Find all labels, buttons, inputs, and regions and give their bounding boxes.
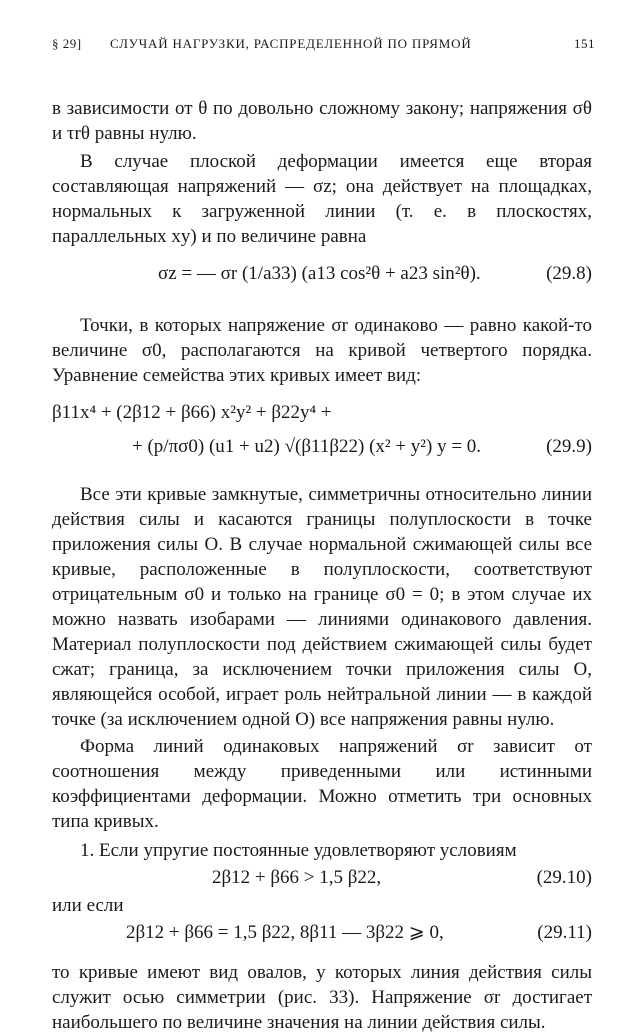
equation-29-11-number: (29.11) xyxy=(537,922,592,943)
equation-29-9-line-2 xyxy=(52,430,592,470)
paragraph-2: В случае плоской деформации имеется еще вторая составляющая напряжений — σz; она действует на площадках, нормальных к загруженной линии (т. е. в плоскостях, параллельных xy) и по величине равна xyxy=(52,151,592,247)
running-title: СЛУЧАЙ НАГРУЗКИ, РАСПРЕДЕЛЕННОЙ ПО ПРЯМОЙ xyxy=(110,36,472,51)
paragraph-3: Точки, в которых напряжение σr одинаково — равно какой-то величине σ0, располагаются на кривой четвертого порядка. Уравнение семейства этих кривых имеет вид: xyxy=(52,315,592,386)
paragraph-7: или если xyxy=(52,895,124,916)
equation-29-10-number: (29.10) xyxy=(536,867,592,888)
equation-29-8-body: σz = — σr (1/a33) (a13 cos²θ + a23 sin²θ). xyxy=(158,263,481,284)
paragraph-6: 1. Если упругие постоянные удовлетворяют условиям xyxy=(80,840,517,861)
equation-29-11-body: 2β12 + β66 = 1,5 β22, 8β11 — 3β22 ⩾ 0, xyxy=(126,922,444,943)
equation-29-9-number: (29.9) xyxy=(546,436,592,457)
section-number: § 29] xyxy=(52,36,82,51)
page-body xyxy=(52,96,592,1035)
equation-29-9-line-1 xyxy=(52,394,592,430)
equation-29-10 xyxy=(52,863,592,893)
equation-29-9-first-line: β11x⁴ + (2β12 + β66) x²y² + β22y⁴ + xyxy=(52,402,332,423)
page-number: 151 xyxy=(574,36,595,51)
equation-29-10-body: 2β12 + β66 > 1,5 β22, xyxy=(212,867,382,888)
equation-29-11 xyxy=(52,918,592,956)
paragraph-8: то кривые имеют вид овалов, у которых линия действия силы служит осью симметрии (рис. 33). Напряжение σr достигает наибольшего по величине значения на линии действия силы. xyxy=(52,962,592,1033)
equation-29-8-number: (29.8) xyxy=(546,263,592,284)
paragraph-1: в зависимости от θ по довольно сложному закону; напряжения σθ и τrθ равны нулю. xyxy=(52,98,592,144)
paragraph-5: Форма линий одинаковых напряжений σr зависит от соотношения между приведенными или истинными коэффициентами деформации. Можно отметить три основных типа кривых. xyxy=(52,736,592,832)
equation-29-8 xyxy=(52,249,592,299)
running-header xyxy=(52,32,595,58)
equation-29-9-second-line: + (p/πσ0) (u1 + u2) √(β11β22) (x² + y²) y = 0. xyxy=(132,436,482,457)
paragraph-4: Все эти кривые замкнутые, симметричны относительно линии действия силы и касаются границы полуплоскости в точке приложения силы O. В случае нормальной сжимающей силы все кривые, расположенные в полуплоскости, соответствуют отрицательным σ0 и только на границе σ0 = 0; в этом случае их можно назвать изобарами — линиями одинакового давления. Материал полуплоскости под действием сжимающей силы будет сжат; граница, за исключением точки приложения силы O, являющейся особой, играет роль нейтральной линии — в каждой точке (за исключением одной O) все напряжения равны нулю. xyxy=(52,484,592,730)
book-page xyxy=(52,32,595,1033)
